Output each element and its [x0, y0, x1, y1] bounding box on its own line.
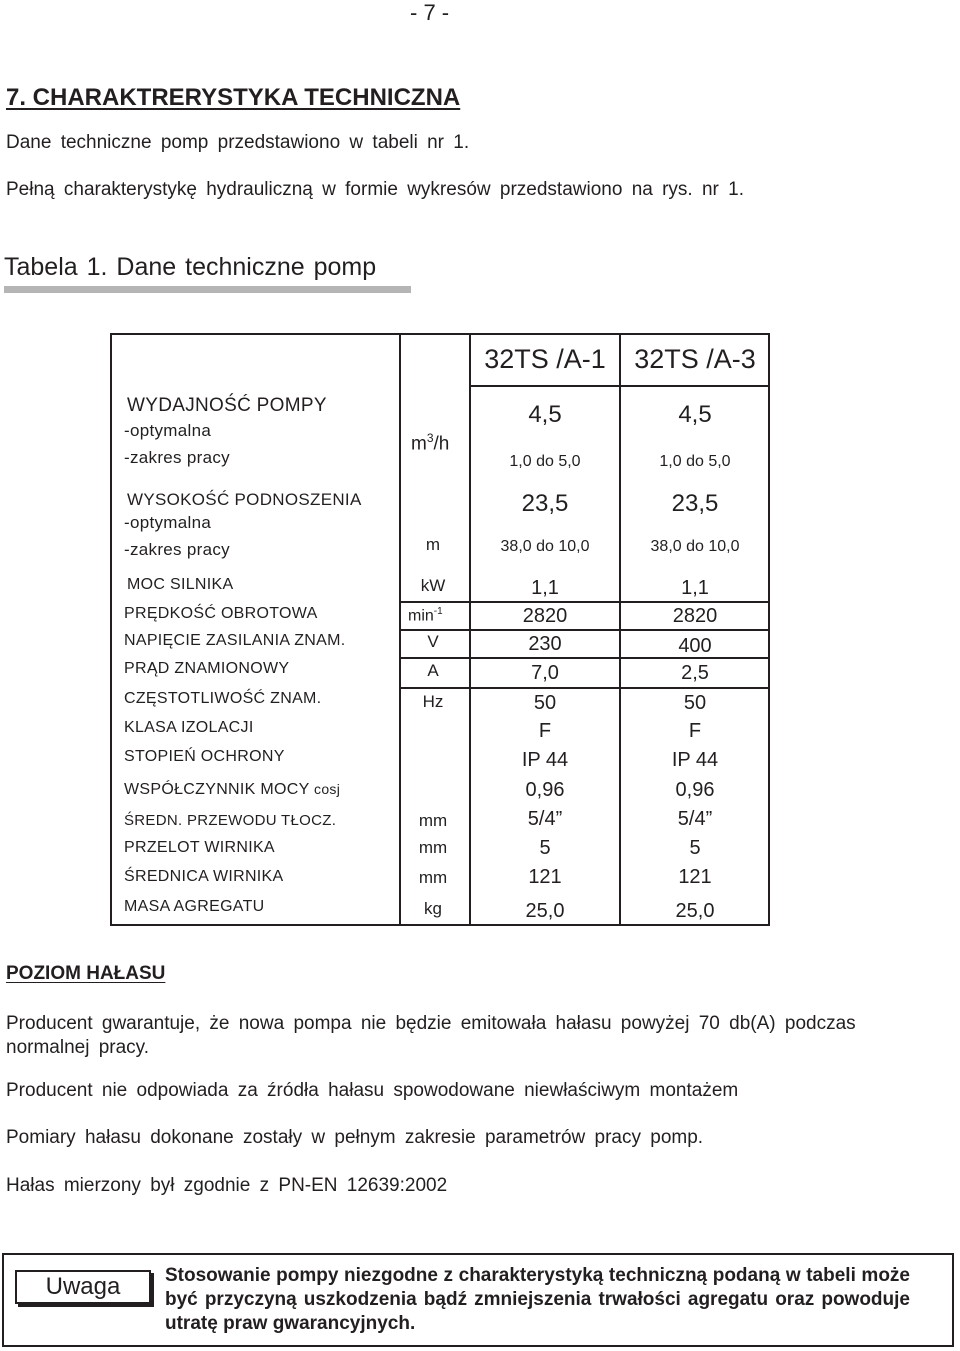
row-label: STOPIEŃ OCHRONY — [124, 748, 285, 765]
intro-line-2: Pełną charakterystykę hydrauliczną w formie wykresów przedstawiono na rys. nr 1. — [6, 179, 745, 200]
row-label: NAPIĘCIE ZASILANIA ZNAM. — [124, 632, 346, 649]
flow-range-model1: 1,0 do 5,0 — [509, 453, 581, 470]
row-unit: kW — [420, 576, 446, 595]
table-caption: Tabela 1. Dane techniczne pomp — [4, 253, 377, 281]
row-value-model2: 50 — [683, 692, 707, 714]
row-value-model1: 50 — [533, 692, 557, 714]
row-line — [399, 687, 770, 689]
flow-range-label: -zakres pracy — [124, 448, 230, 467]
page-number: - 7 - — [410, 0, 450, 25]
head-optimal-model2: 23,5 — [671, 490, 719, 517]
row-unit: mm — [418, 838, 448, 857]
row-unit: mm — [418, 868, 448, 887]
head-title: WYSOKOŚĆ PODNOSZENIA — [127, 490, 362, 509]
head-optimal-label: -optymalna — [124, 513, 212, 532]
row-value-model2: IP 44 — [671, 749, 719, 771]
flow-unit: $m^3/h$ — [411, 431, 450, 455]
flow-optimal-label: -optymalna — [124, 421, 212, 440]
row-unit: Hz — [422, 692, 444, 711]
row-value-model1: 230 — [528, 633, 562, 655]
model-header-2: 32TS /A-3 — [634, 344, 756, 374]
flow-range-model2: 1,0 do 5,0 — [659, 453, 731, 470]
row-label: ŚREDN. PRZEWODU TŁOCZ. — [124, 812, 337, 829]
row-unit: kg — [424, 899, 442, 918]
row-line — [399, 601, 770, 603]
row-value-model1: 2820 — [522, 605, 568, 627]
row-label: PRĘDKOŚĆ OBROTOWA — [124, 605, 318, 622]
flow-optimal-model2: 4,5 — [678, 401, 712, 428]
row-label: CZĘSTOTLIWOŚĆ ZNAM. — [124, 690, 322, 707]
row-label: PRZELOT WIRNIKA — [124, 839, 275, 856]
head-range-model1: 38,0 do 10,0 — [500, 538, 590, 555]
row-value-model2: F — [688, 720, 702, 742]
row-value-model1: IP 44 — [521, 749, 569, 771]
row-value-model2: 121 — [678, 866, 712, 888]
header-row-line — [469, 385, 770, 387]
noise-paragraph-2: Producent nie odpowiada za źródła hałasu spowodowane niewłaściwym montażem — [6, 1080, 739, 1101]
row-value-model2: 0,96 — [675, 779, 715, 801]
model-header-1: 32TS /A-1 — [484, 344, 606, 374]
row-value-model1: 5 — [539, 837, 551, 859]
row-line — [399, 629, 770, 631]
head-unit: m — [425, 535, 441, 554]
row-unit: V — [427, 632, 439, 651]
row-value-model1: 0,96 — [525, 779, 565, 801]
noise-paragraph-1: Producent gwarantuje, że nowa pompa nie będzie emitowała hałasu powyżej 70 db(A) podczas normalnej pracy. — [6, 1013, 856, 1058]
row-unit: A — [427, 661, 439, 680]
row-value-model2: 5 — [689, 837, 701, 859]
section-title: 7. CHARAKTRERYSTYKA TECHNICZNA — [6, 84, 461, 111]
noise-section-title: POZIOM HAŁASU — [6, 963, 166, 984]
row-value-model2: 2,5 — [681, 662, 709, 684]
warning-text: Stosowanie pompy niezgodne z charakterystyką techniczną podaną w tabeli może być przyczyną uszkodzenia bądź zmniejszenia trwałości agregatu oraz powoduje utratę praw gwarancyjnych. — [165, 1265, 910, 1334]
head-range-model2: 38,0 do 10,0 — [650, 538, 740, 555]
row-label: MOC SILNIKA — [127, 576, 234, 593]
row-value-model2: 5/4” — [677, 808, 713, 830]
head-optimal-model1: 23,5 — [521, 490, 569, 517]
head-range-label: -zakres pracy — [124, 540, 230, 559]
row-value-model1: 5/4” — [527, 808, 563, 830]
row-value-model1: 7,0 — [531, 662, 559, 684]
row-label: ŚREDNICA WIRNIKA — [124, 868, 284, 885]
row-value-model2: 1,1 — [681, 577, 709, 599]
caption-underline-bar — [4, 286, 411, 293]
row-label: KLASA IZOLACJI — [124, 719, 254, 736]
row-value-model2: 25,0 — [675, 900, 715, 922]
row-unit: mm — [418, 811, 448, 830]
noise-paragraph-3: Pomiary hałasu dokonane zostały w pełnym zakresie parametrów pracy pomp. — [6, 1127, 704, 1148]
row-value-model2: 400 — [678, 635, 712, 657]
row-label: MASA AGREGATU — [124, 898, 265, 915]
flow-optimal-model1: 4,5 — [528, 401, 562, 428]
row-value-model1: 25,0 — [525, 900, 565, 922]
noise-paragraph-4: Hałas mierzony był zgodnie z PN-EN 12639:2002 — [6, 1175, 448, 1196]
row-value-model1: 1,1 — [531, 577, 559, 599]
row-value-model2: 2820 — [672, 605, 718, 627]
row-value-model1: F — [538, 720, 552, 742]
intro-line-1: Dane techniczne pomp przedstawiono w tabeli nr 1. — [6, 132, 470, 153]
row-label: PRĄD ZNAMIONOWY — [124, 660, 290, 677]
warning-label: Uwaga — [15, 1270, 151, 1304]
flow-title: WYDAJNOŚĆ POMPY — [127, 395, 327, 416]
row-label: WSPÓŁCZYNNIK MOCY cosj — [124, 781, 341, 798]
row-unit: $\min^{-1}$ — [408, 606, 443, 625]
row-value-model1: 121 — [528, 866, 562, 888]
specs-table — [110, 333, 770, 926]
